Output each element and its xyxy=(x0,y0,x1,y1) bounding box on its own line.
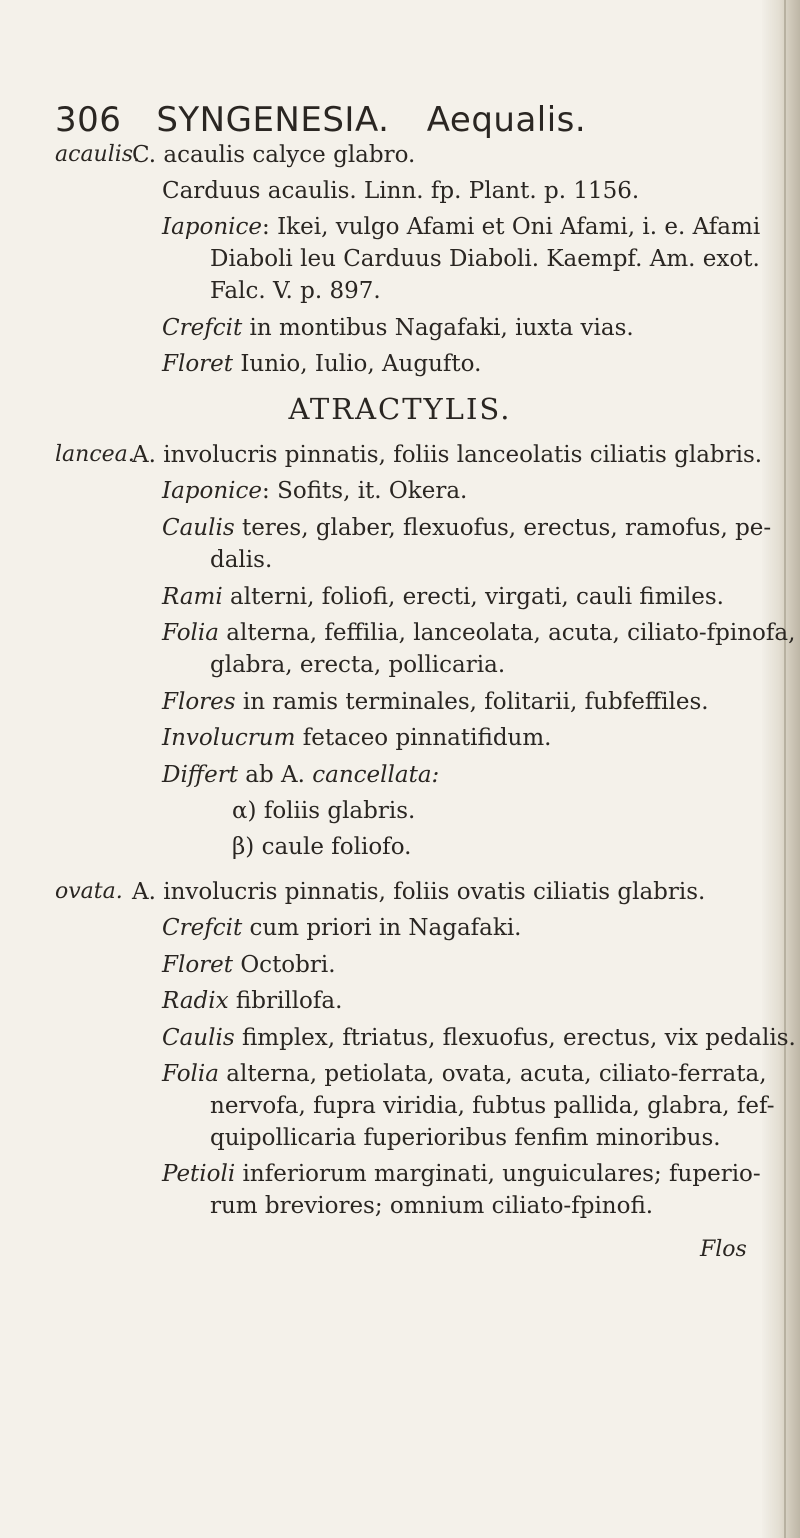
lancea-japonice: Iaponice: Sofits, it. Okera. xyxy=(162,478,468,504)
acaulis-japonice: Iaponice: Ikei, vulgo Afami et Oni Afami, i. e. Afami xyxy=(162,214,761,240)
catchword: Flos xyxy=(700,1237,747,1262)
margin-label-acaulis: acaulis. xyxy=(55,142,141,167)
ovata-petioli: Petioli inferiorum marginati, unguiculares; fuperio- xyxy=(162,1161,761,1187)
lancea-diagnosis: A. involucris pinnatis, foliis lanceolatis ciliatis glabris. xyxy=(132,442,763,468)
ovata-folia-cont2: quipollicaria fuperioribus fenfim minoribus. xyxy=(210,1125,721,1151)
acaulis-reference-cont: Falc. V. p. 897. xyxy=(210,278,381,304)
margin-label-ovata: ovata. xyxy=(55,879,123,904)
genus-heading: ATRACTYLIS. xyxy=(288,392,512,426)
ovata-folia: Folia alterna, petiolata, ovata, acuta, ciliato-ferrata, xyxy=(162,1061,767,1087)
acaulis-reference: Diaboli leu Carduus Diaboli. Kaempf. Am. exot. xyxy=(210,246,760,272)
page-number: 306 xyxy=(55,100,122,140)
ovata-petioli-cont: rum breviores; omnium ciliato-fpinofi. xyxy=(210,1193,654,1219)
lancea-folia-cont: glabra, erecta, pollicaria. xyxy=(210,652,506,678)
ovata-floret: Floret Octobri. xyxy=(162,952,336,978)
acaulis-crescit: Crefcit in montibus Nagafaki, iuxta vias. xyxy=(162,315,634,341)
lancea-folia: Folia alterna, feffilia, lanceolata, acuta, ciliato-fpinofa, xyxy=(162,620,796,646)
lancea-variant-beta: β) caule foliofo. xyxy=(232,834,412,860)
page-gutter-line xyxy=(784,0,786,1538)
lancea-flores: Flores in ramis terminales, folitarii, fubfeffiles. xyxy=(162,689,709,715)
running-title: SYNGENESIA. xyxy=(156,100,390,140)
lancea-variant-alpha: α) foliis glabris. xyxy=(232,798,416,824)
lancea-rami: Rami alterni, foliofi, erecti, virgati, cauli fimiles. xyxy=(162,584,724,610)
page-gutter-edge xyxy=(762,0,800,1538)
lancea-involucrum: Involucrum fetaceo pinnatifidum. xyxy=(162,725,552,751)
acaulis-synonym: Carduus acaulis. Linn. fp. Plant. p. 1156. xyxy=(162,178,640,204)
ovata-crescit: Crefcit cum priori in Nagafaki. xyxy=(162,915,522,941)
lancea-differt: Differt ab A. cancellata: xyxy=(162,762,440,788)
ovata-caulis: Caulis fimplex, ftriatus, flexuofus, erectus, vix pedalis. xyxy=(162,1025,796,1051)
running-header xyxy=(55,100,735,140)
lancea-caulis: Caulis teres, glaber, flexuofus, erectus, ramofus, pe- xyxy=(162,515,772,541)
ovata-folia-cont1: nervofa, fupra viridia, fubtus pallida, glabra, fef- xyxy=(210,1093,775,1119)
margin-label-lancea: lancea. xyxy=(55,442,135,467)
ovata-diagnosis: A. involucris pinnatis, foliis ovatis ciliatis glabris. xyxy=(132,879,706,905)
acaulis-floret: Floret Iunio, Iulio, Augufto. xyxy=(162,351,482,377)
lancea-caulis-cont: dalis. xyxy=(210,547,273,573)
ovata-radix: Radix fibrillofa. xyxy=(162,988,343,1014)
acaulis-diagnosis: C. acaulis calyce glabro. xyxy=(132,142,416,168)
running-subtitle: Aequalis. xyxy=(426,100,587,140)
